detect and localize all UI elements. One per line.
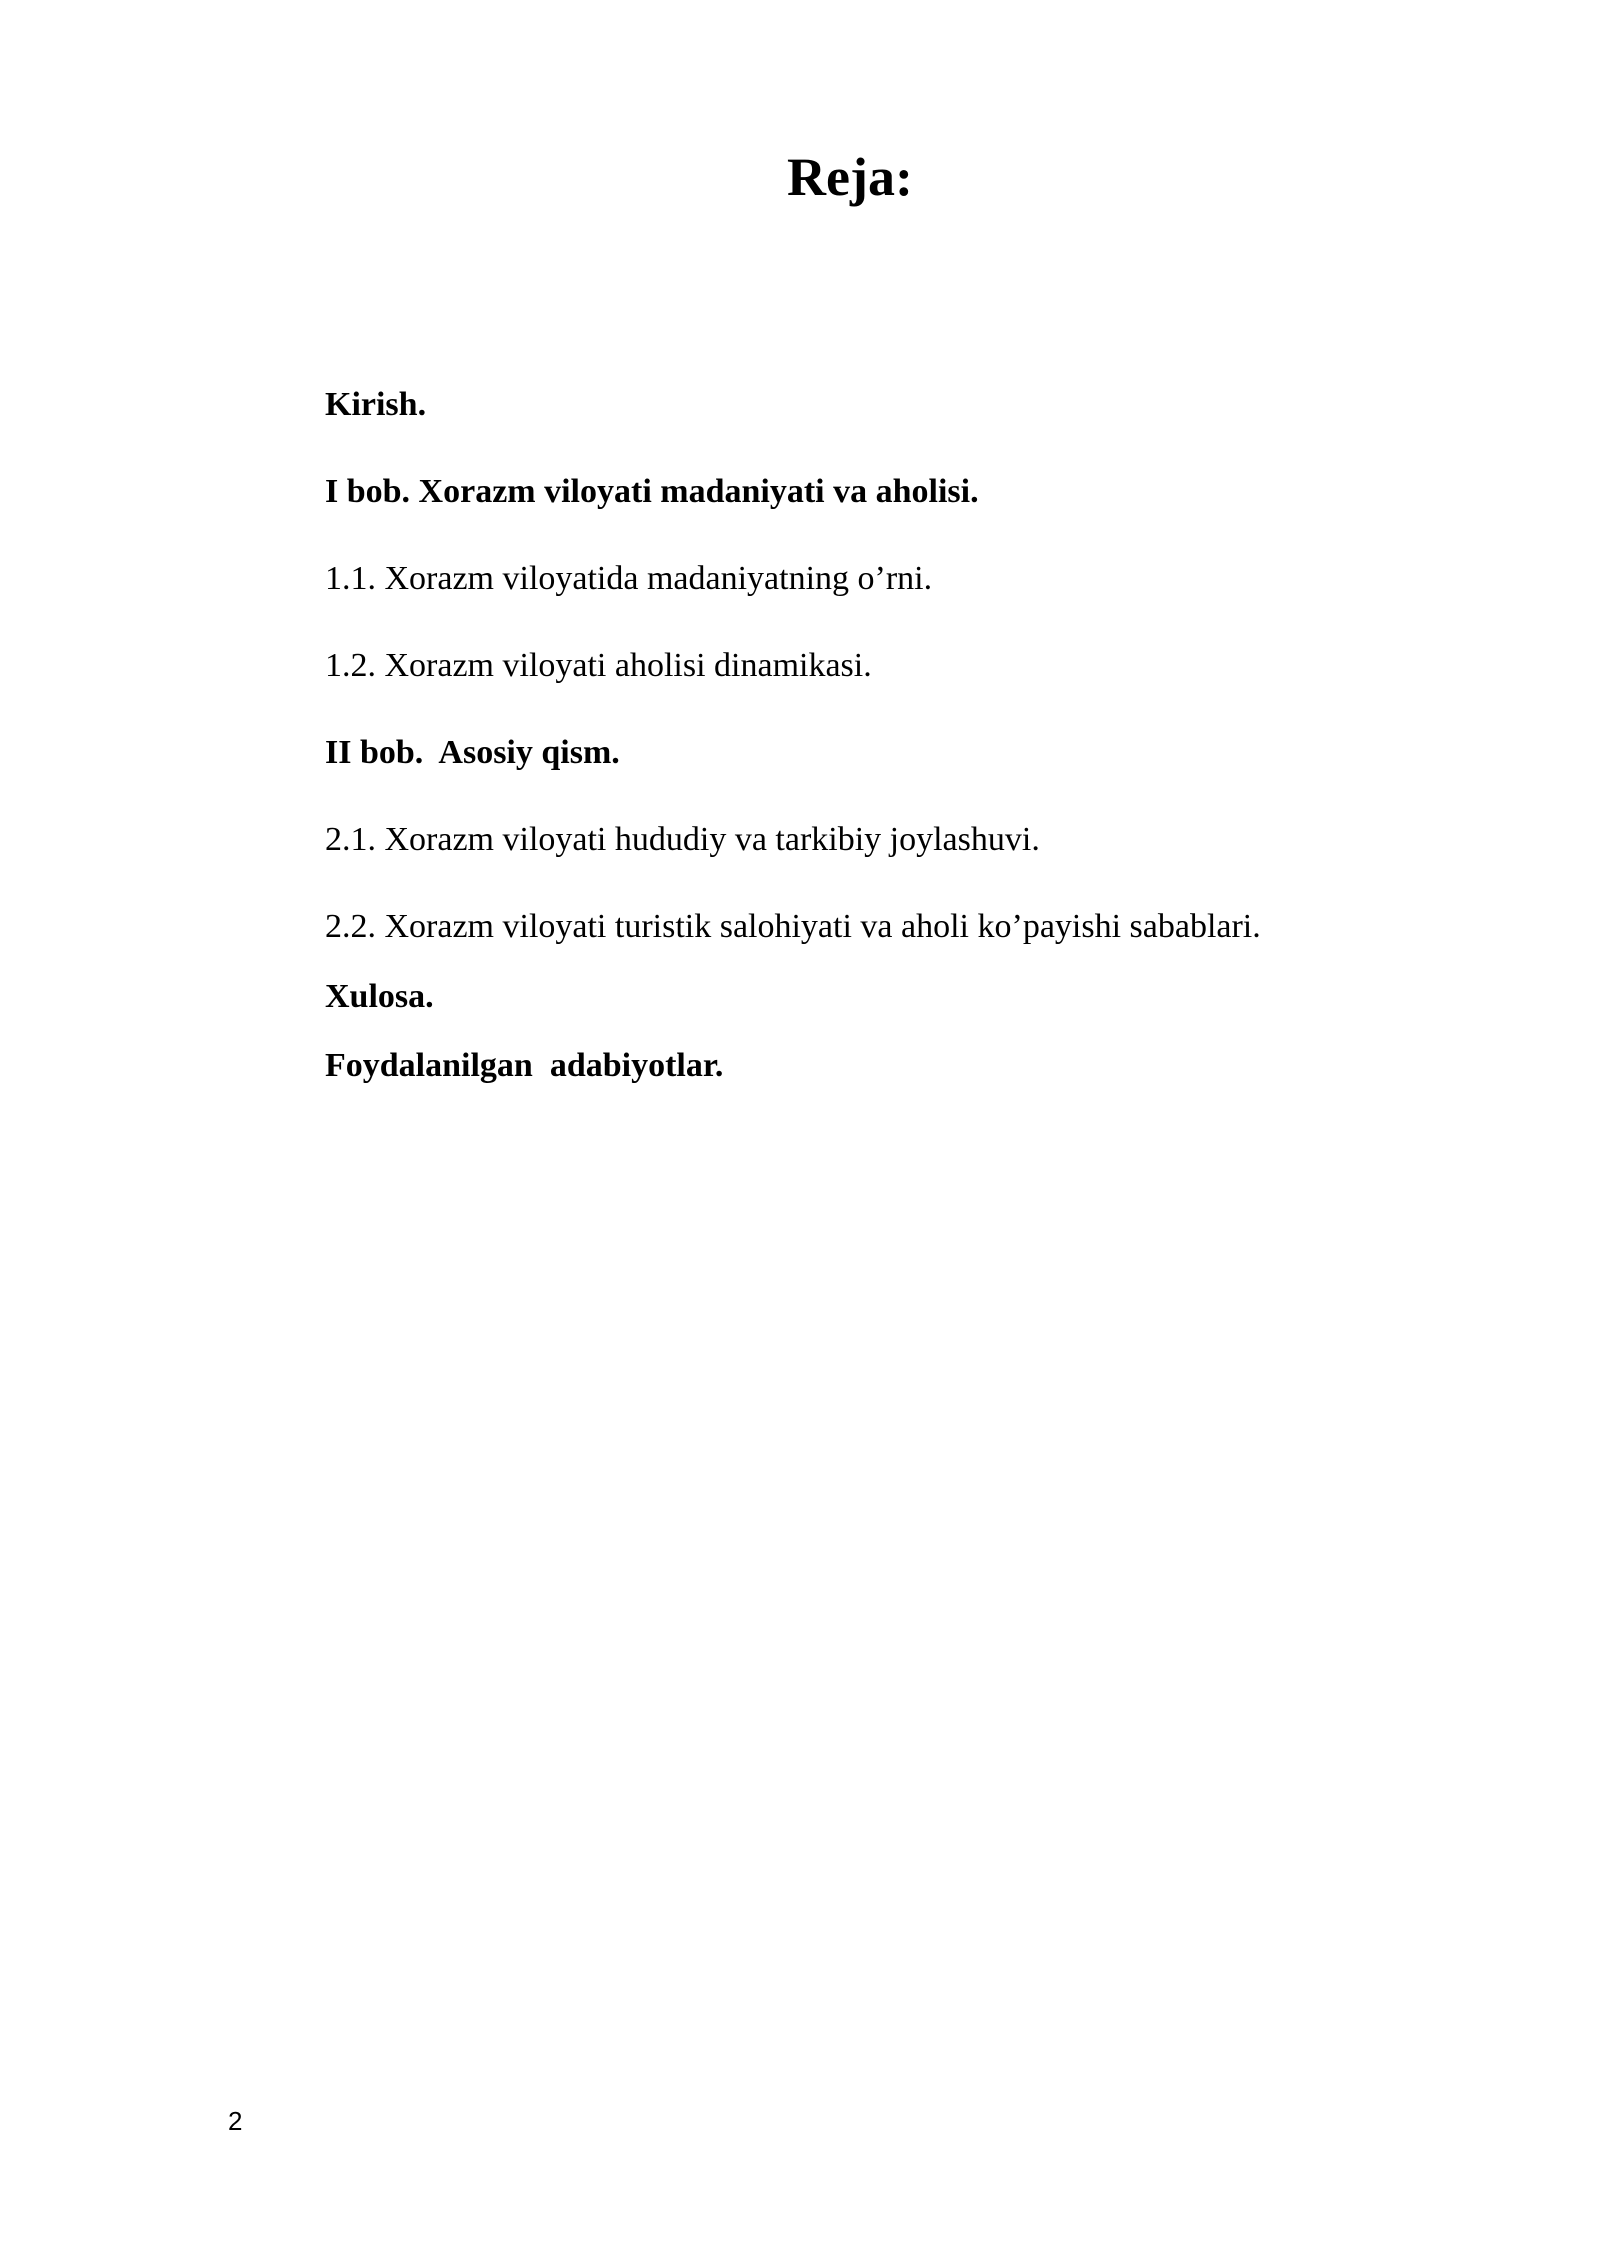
plan-item-section-2-1: 2.1. Xorazm viloyati hududiy va tarkibiy joylashuvi. bbox=[325, 821, 1040, 858]
page-number: 2 bbox=[228, 2106, 243, 2136]
page-title: Reja: bbox=[787, 147, 913, 207]
plan-item-conclusion: Xulosa. bbox=[325, 978, 434, 1015]
plan-item-chapter-1: I bob. Xorazm viloyati madaniyati va aholisi. bbox=[325, 473, 979, 510]
plan-item-section-2-2: 2.2. Xorazm viloyati turistik salohiyati va aholi ko’payishi sabablari. bbox=[325, 908, 1261, 945]
plan-item-section-1-1: 1.1. Xorazm viloyatida madaniyatning o’rni. bbox=[325, 560, 933, 597]
plan-item-section-1-2: 1.2. Xorazm viloyati aholisi dinamikasi. bbox=[325, 647, 872, 684]
plan-item-references: Foydalanilgan adabiyotlar. bbox=[325, 1047, 724, 1084]
plan-item-introduction: Kirish. bbox=[325, 386, 427, 423]
plan-item-chapter-2: II bob. Asosiy qism. bbox=[325, 734, 620, 771]
